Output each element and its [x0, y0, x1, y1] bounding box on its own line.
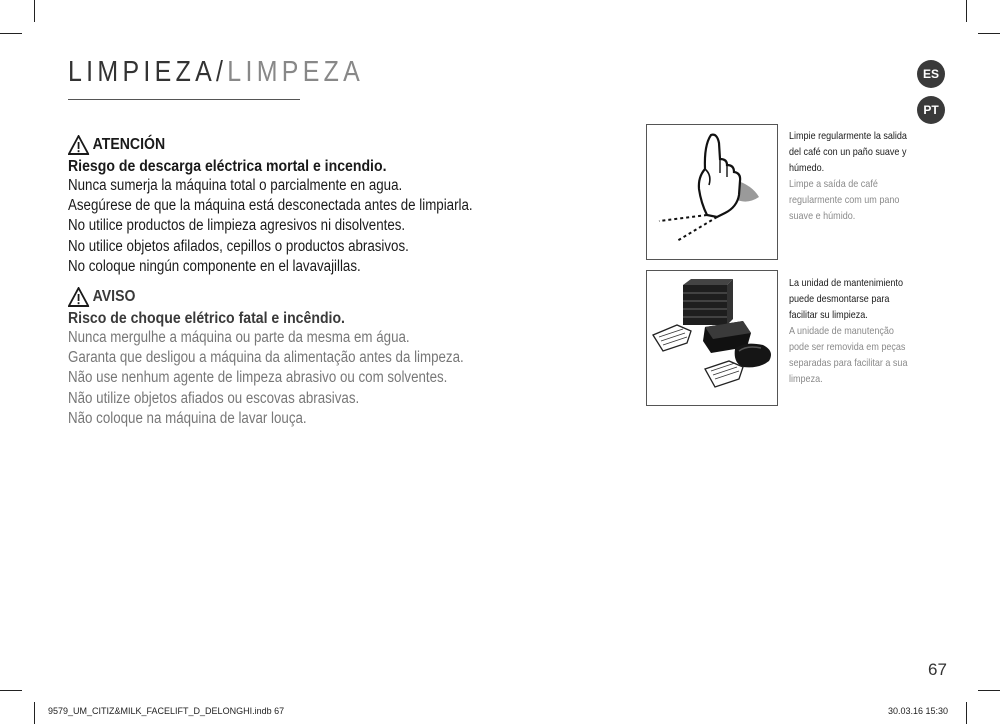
caption-es-line: facilitar su limpieza. [789, 309, 868, 321]
caption-pt-line: regularmente com um pano [789, 194, 900, 206]
pt-warning-subheading: Risco de choque elétrico fatal e incêndio. [68, 310, 345, 327]
lang-badge-pt: PT [917, 96, 945, 124]
es-warning-line: No utilice objetos afilados, cepillos o productos abrasivos. [68, 237, 409, 255]
caption-pt-line: pode ser removida em peças [789, 341, 906, 353]
caption-pt-line: suave e húmido. [789, 210, 856, 222]
pt-warning-line: Não utilize objetos afiados ou escovas abrasivas. [68, 389, 360, 407]
figure-wipe-outlet [646, 124, 778, 260]
wipe-hand-illustration [647, 125, 777, 259]
es-warning-line: No utilice productos de limpieza agresivos ni disolventes. [68, 217, 406, 235]
es-warning-line: Asegúrese de que la máquina está desconectada antes de limpiarla. [68, 197, 473, 215]
crop-mark [0, 33, 22, 34]
footer-date: 30.03.16 15:30 [888, 706, 949, 716]
es-warning-subheading: Riesgo de descarga eléctrica mortal e incendio. [68, 158, 387, 175]
caption-pt-line: A unidade de manutenção [789, 325, 894, 337]
caption-pt-line: Limpe a saída de café [789, 178, 878, 190]
pt-warning-line: Garanta que desligou a máquina da alimentação antes da limpeza. [68, 349, 464, 367]
caption-es-line: húmedo. [789, 162, 825, 174]
es-warning-heading: ATENCIÓN [68, 134, 438, 156]
caption-pt-line: limpeza. [789, 373, 823, 385]
crop-mark [0, 690, 22, 691]
page-number: 67 [928, 660, 947, 679]
caption-es-line: puede desmontarse para [789, 293, 890, 305]
caption-es-line: del café con un paño suave y [789, 146, 907, 158]
warning-triangle-icon [68, 287, 89, 307]
pt-warning-line: Não use nenhum agente de limpeza abrasivo ou com solventes. [68, 369, 448, 387]
warning-triangle-icon [68, 135, 89, 155]
title-es: LIMPIEZA [68, 56, 217, 88]
title-pt: LIMPEZA [227, 56, 365, 88]
pt-warning-heading: AVISO [68, 286, 438, 308]
crop-mark [966, 0, 967, 22]
es-warning-line: Nunca sumerja la máquina total o parcialmente en agua. [68, 177, 403, 194]
page-title [68, 56, 364, 89]
pt-warning-block [68, 286, 488, 429]
caption-es-line: La unidad de mantenimiento [789, 277, 903, 289]
caption-pt-line: separadas para facilitar a sua [789, 357, 908, 369]
title-underline [68, 99, 300, 100]
es-warning-line: No coloque ningún componente en el lavavajillas. [68, 257, 361, 275]
title-separator: / [216, 56, 228, 88]
pt-warning-line: Não coloque na máquina de lavar louça. [68, 409, 307, 427]
lang-badge-es: ES [917, 60, 945, 88]
footer-file: 9579_UM_CITIZ&MILK_FACELIFT_D_DELONGHI.indb 67 [48, 706, 285, 716]
caption-es-line: Limpie regularmente la salida [789, 130, 907, 142]
removable-parts-illustration [647, 271, 777, 405]
crop-mark [34, 0, 35, 22]
figure-removable-parts [646, 270, 778, 406]
crop-mark [966, 702, 967, 724]
crop-mark [978, 690, 1000, 691]
es-warning-block [68, 134, 488, 277]
figure-2-caption [789, 275, 919, 387]
figure-1-caption [789, 128, 919, 224]
pt-warning-line: Nunca mergulhe a máquina ou parte da mesma em água. [68, 329, 410, 346]
crop-mark [978, 33, 1000, 34]
crop-mark [34, 702, 35, 724]
